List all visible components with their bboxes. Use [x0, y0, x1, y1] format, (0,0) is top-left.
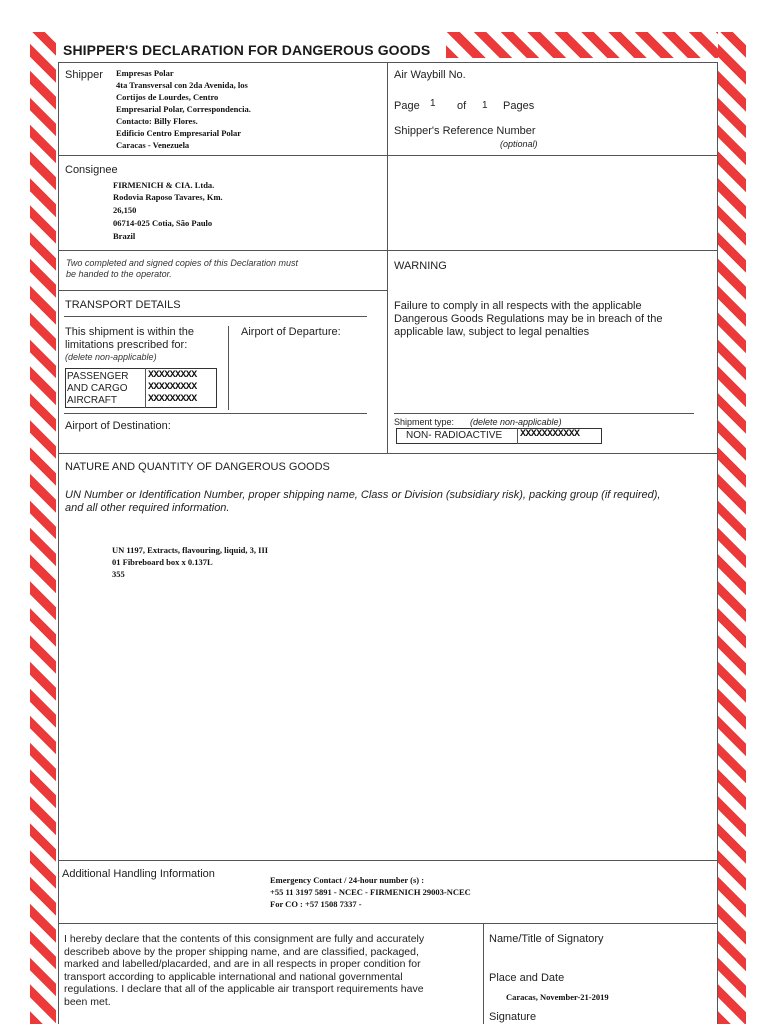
- page-total: 1: [482, 100, 488, 111]
- optional-note: (optional): [500, 139, 538, 149]
- transport-mid-line: [64, 413, 367, 414]
- consignee-line: FIRMENICH & CIA. Ltda.: [113, 180, 215, 190]
- transport-vertical-divider: [228, 326, 229, 410]
- pages-label: Pages: [503, 100, 535, 112]
- page-label: Page: [394, 100, 420, 112]
- warning-label: WARNING: [394, 260, 447, 272]
- hazard-border-left: [30, 32, 56, 1024]
- aircraft-option: AIRCRAFT: [67, 395, 117, 406]
- handling-line: Emergency Contact / 24-hour number (s) :: [270, 875, 425, 885]
- shipper-line: Empresas Polar: [116, 68, 174, 78]
- consignee-line: 26,150: [113, 205, 137, 215]
- divider-declaration: [58, 923, 718, 924]
- shipper-line: Cortijos de Lourdes, Centro: [116, 92, 219, 102]
- signature-label: Signature: [489, 1011, 537, 1023]
- delete-note: (delete non-applicable): [65, 352, 157, 362]
- consignee-line: Brazil: [113, 231, 136, 241]
- handling-label: Additional Handling Information: [62, 868, 215, 880]
- nature-label: NATURE AND QUANTITY OF DANGEROUS GOODS: [65, 461, 330, 473]
- document-title: SHIPPER'S DECLARATION FOR DANGEROUS GOODS: [63, 42, 431, 58]
- shipper-label: Shipper: [65, 69, 103, 81]
- warning-text: Failure to comply in all respects with the applicable Dangerous Goods Regulations may be in breach of the applicable law, subject to legal penalties: [394, 300, 663, 338]
- place-date-label: Place and Date: [489, 972, 565, 984]
- divider-consignee-notes: [58, 250, 718, 251]
- aircraft-options-divider: [145, 368, 146, 408]
- shipper-line: Contacto: Billy Flores.: [116, 116, 198, 126]
- transport-label: TRANSPORT DETAILS: [65, 299, 181, 311]
- shipper-line: Edificio Centro Empresarial Polar: [116, 128, 242, 138]
- divider-handling: [58, 860, 718, 861]
- shipper-line: Caracas - Venezuela: [116, 140, 190, 150]
- aircraft-option: AND CARGO: [67, 383, 128, 394]
- goods-line: 01 Fibreboard box x 0.137L: [112, 557, 213, 567]
- limitations-text: This shipment is within the limitations prescribed for:: [65, 326, 194, 351]
- shipment-type-value: NON- RADIOACTIVE: [406, 430, 503, 441]
- place-date-value: Caracas, November-21-2019: [506, 992, 609, 1002]
- declaration-text: I hereby declare that the contents of this consignment are fully and accurately describeb above by the proper shipping name, and are classified, packaged, marked and labelled/placarded, and are in all respects in proper condition for transport according to applicable international and national governmental regulations. I declare that all of the applicable air transport requirements have been met.: [64, 933, 425, 1008]
- shipper-line: 4ta Transversal con 2da Avenida, los: [116, 80, 248, 90]
- reference-label: Shipper's Reference Number: [394, 125, 536, 137]
- aircraft-option: PASSENGER: [67, 371, 129, 382]
- of-label: of: [457, 100, 467, 112]
- declaration-vertical-divider: [483, 923, 484, 1024]
- airwaybill-label: Air Waybill No.: [394, 69, 466, 81]
- handling-line: For CO : +57 1508 7337 -: [270, 899, 362, 909]
- consignee-label: Consignee: [65, 164, 118, 176]
- departure-label: Airport of Departure:: [241, 326, 341, 338]
- nature-instructions: UN Number or Identification Number, proper shipping name, Class or Division (subsidiary risk), packing group (if required), and all other required information.: [65, 489, 661, 514]
- destination-label: Airport of Destination:: [65, 420, 171, 432]
- consignee-line: 06714-025 Cotia, São Paulo: [113, 218, 213, 228]
- consignee-line: Rodovia Raposo Tavares, Km.: [113, 192, 223, 202]
- hazard-border-top: [446, 32, 718, 58]
- shipment-type-divider: [517, 428, 518, 444]
- page-number: 1: [430, 98, 436, 109]
- transport-underline: [64, 316, 367, 317]
- shipment-type-rule: [394, 413, 694, 414]
- shipment-type-note: (delete non-applicable): [470, 417, 562, 427]
- strikeout-mark: XXXXXXXXXXX: [520, 429, 580, 440]
- signatory-label: Name/Title of Signatory: [489, 933, 604, 945]
- strikeout-mark: XXXXXXXXX: [148, 370, 197, 381]
- shipment-type-label: Shipment type:: [394, 417, 455, 427]
- strikeout-mark: XXXXXXXXX: [148, 382, 197, 393]
- goods-line: 355: [112, 569, 125, 579]
- copies-note: Two completed and signed copies of this Declaration must be handed to the operator.: [66, 258, 298, 279]
- strikeout-mark: XXXXXXXXX: [148, 394, 197, 405]
- divider-shipper-consignee: [58, 155, 718, 156]
- hazard-border-right: [718, 32, 746, 1024]
- shipper-line: Empresarial Polar, Correspondencia.: [116, 104, 251, 114]
- goods-line: UN 1197, Extracts, flavouring, liquid, 3, III: [112, 545, 269, 555]
- handling-line: +55 11 3197 5891 - NCEC - FIRMENICH 29003-NCEC: [270, 887, 471, 897]
